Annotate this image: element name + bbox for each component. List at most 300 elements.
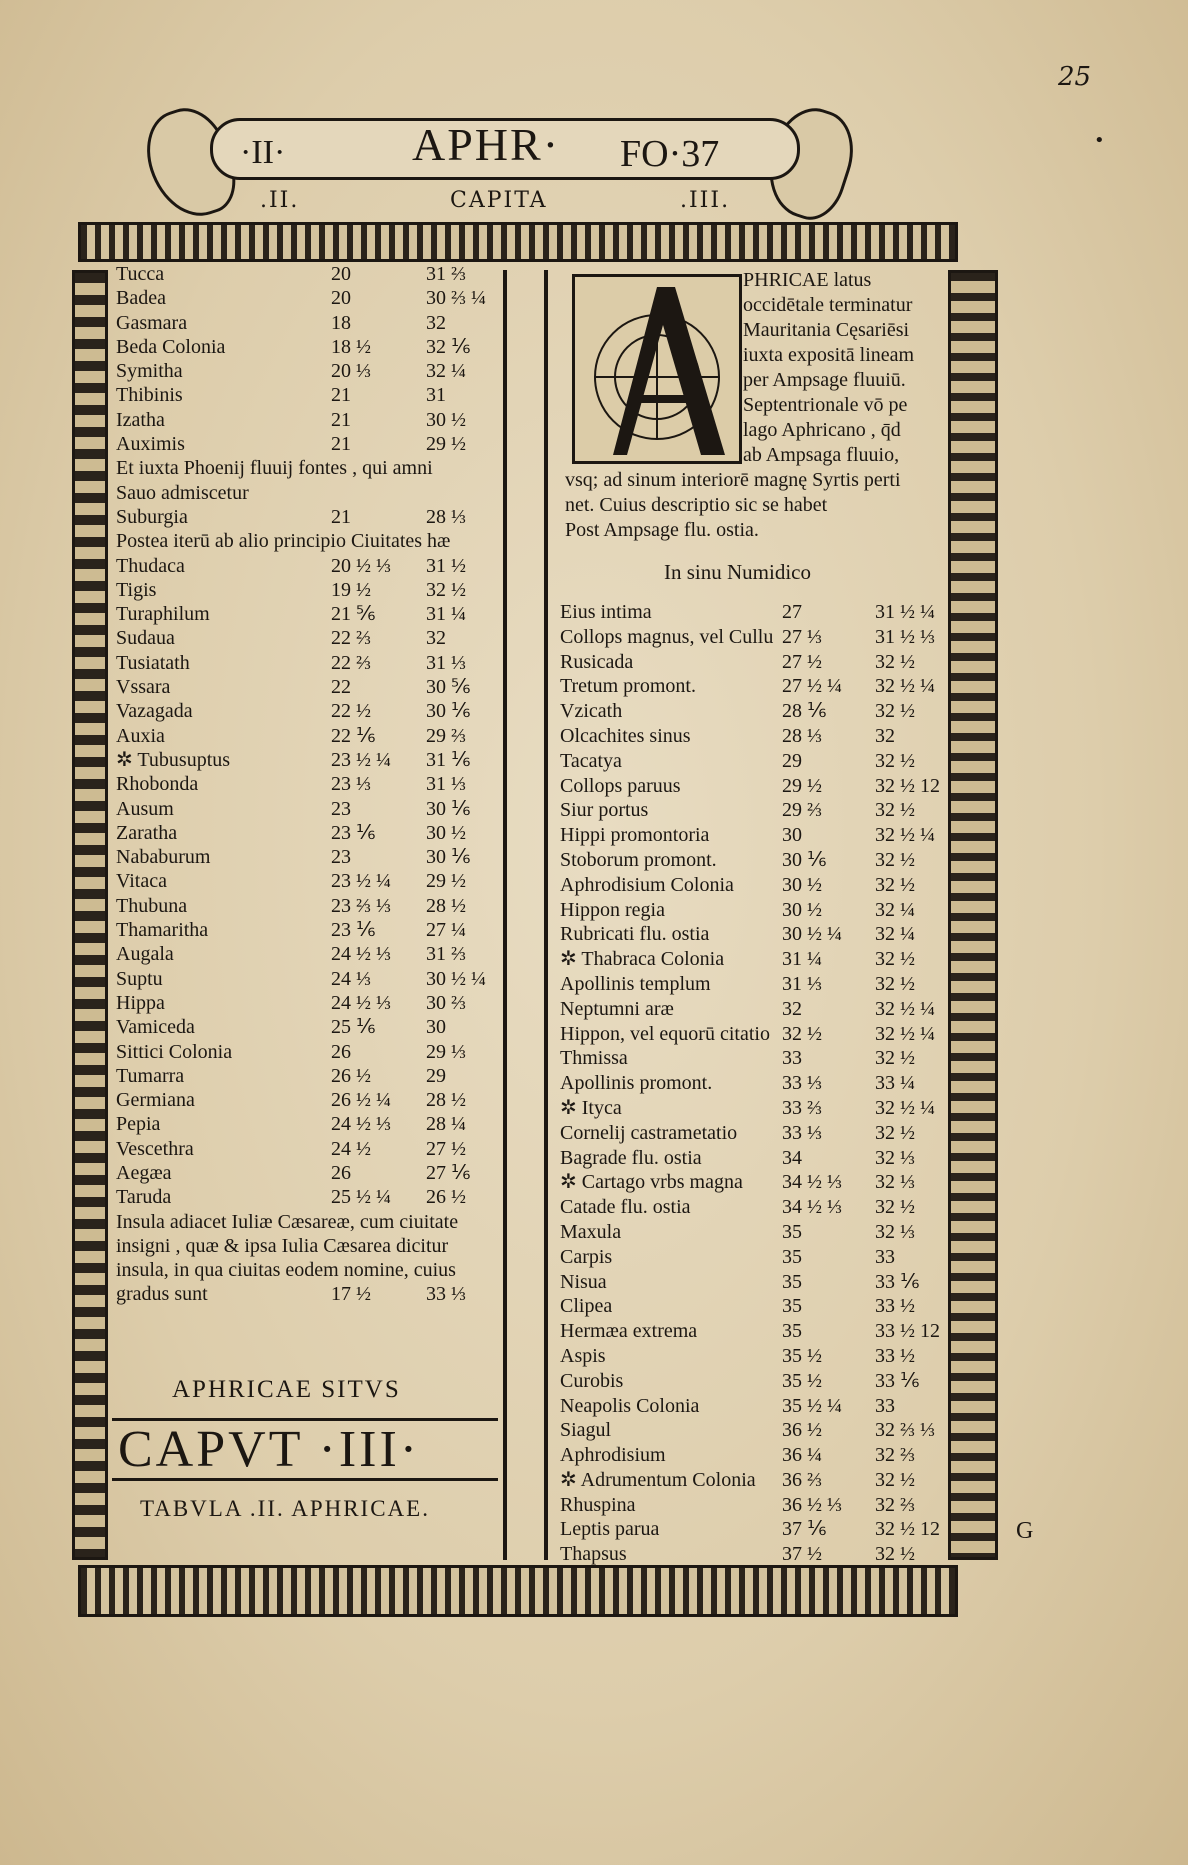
cell-lon: 31 ⅓ [782, 972, 822, 995]
table-row [116, 335, 501, 359]
table-row [116, 1137, 501, 1161]
cell-lat: 32 ½ 12 [875, 1518, 940, 1541]
cell-lat: 32 ⅔ [875, 1493, 915, 1516]
cell-lat: 28 ⅓ [426, 505, 466, 528]
cell-lon: 27 ⅓ [782, 625, 822, 648]
cell-lat: 27 ⅙ [426, 1161, 471, 1184]
cell-lat: 32 ½ 12 [875, 774, 940, 797]
note-row: Et iuxta Phoenij fluuij fontes , qui amni [116, 457, 433, 480]
subheading: In sinu Numidico [664, 560, 811, 584]
cell-name: Turaphilum [116, 603, 210, 626]
cell-name: Sittici Colonia [116, 1040, 233, 1063]
cell-name: Collops magnus, vel Cullu [560, 625, 774, 648]
cell-lon: 34 ½ ⅓ [782, 1196, 842, 1219]
note-row: Insula adiacet Iuliæ Cæsareæ, cum ciuitate [116, 1210, 459, 1233]
cell-lat: 30 ⅔ [426, 991, 466, 1014]
cell-lon: 30 ½ ¼ [782, 923, 842, 946]
table-row [560, 1468, 940, 1493]
cell-lat: 32 ⅔ ⅓ [875, 1419, 935, 1442]
cell-lat: 32 ⅙ [426, 335, 471, 358]
cell-name: Olcachites sinus [560, 724, 691, 747]
table-row [116, 967, 501, 991]
cell-lon: 24 ½ [331, 1137, 371, 1160]
cell-name: Catade flu. ostia [560, 1196, 691, 1219]
cell-lat: 32 ½ [875, 873, 915, 896]
table-row [560, 1344, 940, 1369]
cell-lon: 20 ⅓ [331, 360, 371, 383]
cell-lat: 29 ⅔ [426, 724, 466, 747]
cell-name: Symitha [116, 360, 183, 383]
cell-lon: 20 ½ ⅓ [331, 554, 391, 577]
cell-lon: 26 ½ [331, 1064, 371, 1087]
cell-name: Leptis parua [560, 1518, 660, 1541]
cell-lat: 32 ½ [875, 972, 915, 995]
cell-lat: 32 ½ [875, 799, 915, 822]
banner-sub-left: .II. [260, 188, 300, 213]
cell-lon: 20 [331, 263, 351, 285]
table-row [560, 1542, 940, 1567]
cell-name: Tretum promont. [560, 675, 696, 698]
cell-lon: 23 ½ ¼ [331, 870, 391, 893]
cell-name: Izatha [116, 408, 165, 431]
cell-lat: 29 ½ [426, 870, 466, 893]
intro-paragraph: PHRICAE latus occidētale terminatur Mauritania Cęsariēsi iuxta expositā lineam per Ampsage fluuiū. Septentrionale vō pe lago Aphricano , q̄d ab Ampsaga fluuio, vsq; ad sinum interiorē magnę Syrtis perti net. Cuius descriptio sic se habet Post Ampsage flu. ostia. [565, 269, 915, 541]
banner-sub-right: .III. [680, 188, 731, 213]
chapter-title: CAPVT ·III· [118, 1421, 421, 1478]
cell-name: Hippon regia [560, 898, 665, 921]
cell-name: Eius intima [560, 601, 652, 623]
table-row [560, 997, 940, 1022]
cell-lon: 21 ⅚ [331, 603, 376, 626]
cell-name: Zaratha [116, 821, 178, 844]
cell-lon: 35 [782, 1270, 802, 1293]
cell-lon: 33 ⅓ [782, 1072, 822, 1095]
table-row [560, 1418, 940, 1443]
column-rule [544, 270, 548, 1560]
cell-lon: 29 [782, 749, 802, 772]
cell-lat: 32 ½ ¼ [875, 675, 935, 698]
cell-lon: 36 ½ ⅓ [782, 1493, 842, 1516]
cell-name: Rubricati flu. ostia [560, 923, 710, 946]
table-row [116, 1112, 501, 1136]
cell-name: Curobis [560, 1369, 624, 1392]
cell-name: Beda Colonia [116, 335, 226, 358]
note-row: insigni , quæ & ipsa Iulia Cæsarea dicitur [116, 1234, 449, 1257]
cell-name: Auxia [116, 724, 165, 747]
cell-lat: 32 ⅓ [875, 1171, 915, 1194]
cell-lon: 24 ⅓ [331, 967, 371, 990]
cell-name: Thudaca [116, 554, 185, 577]
divider [112, 1478, 498, 1481]
table-row [116, 505, 501, 529]
cell-lat: 32 ¼ [426, 360, 466, 383]
cell-lon: 20 [331, 287, 351, 310]
table-row [116, 578, 501, 602]
banner-right: FO·37 [620, 133, 720, 175]
table-row [116, 772, 501, 796]
cell-lat: 30 ⅚ [426, 676, 471, 699]
cell-lon: 34 [782, 1146, 802, 1169]
cell-lon: 26 [331, 1040, 351, 1063]
cell-lat: 32 ½ [875, 749, 915, 772]
cell-name: Badea [116, 287, 166, 310]
table-row [116, 991, 501, 1015]
cell-name: Siagul [560, 1419, 612, 1442]
table-row [560, 724, 940, 749]
cell-name: Thibinis [116, 384, 183, 407]
banner-center: APHR· [412, 119, 561, 170]
cell-lon: 28 ⅓ [782, 724, 822, 747]
cell-name: Thamaritha [116, 919, 209, 942]
table-row [116, 1185, 501, 1209]
table-row [116, 699, 501, 723]
cell-lat: 32 ½ [875, 1468, 915, 1491]
table-row [560, 1096, 940, 1121]
cell-name: Hippa [116, 991, 165, 1014]
cell-name: Apollinis templum [560, 972, 711, 995]
note-row: Sauo admiscetur [116, 481, 249, 504]
table-row [560, 947, 940, 972]
table-row [116, 408, 501, 432]
cell-lat: 32 ¼ [875, 923, 915, 946]
cell-name: Tusiatath [116, 651, 190, 674]
table-row [560, 1022, 940, 1047]
table-row [116, 942, 501, 966]
cell-name: Aphrodisium [560, 1444, 666, 1467]
note-row: insula, in qua ciuitas eodem nomine, cuius [116, 1259, 456, 1282]
left-column [116, 262, 501, 1307]
cell-lon: 23 ⅙ [331, 821, 376, 844]
cell-lon: 35 [782, 1220, 802, 1243]
cell-name: Aspis [560, 1344, 606, 1367]
cell-lat: 33 [875, 1245, 895, 1268]
cell-name: Hippi promontoria [560, 824, 710, 847]
cell-name: Vssara [116, 676, 171, 699]
cell-name: Nisua [560, 1270, 607, 1293]
cell-lon: 29 ⅔ [782, 799, 822, 822]
cell-lon: 22 ⅔ [331, 627, 371, 650]
cell-lat: 33 [875, 1394, 895, 1417]
cell-lat: 32 ⅓ [875, 1146, 915, 1169]
table-row [116, 262, 501, 286]
cell-lon: 35 ½ [782, 1369, 822, 1392]
cell-name: ✲ Ityca [560, 1096, 622, 1119]
cell-lon: 34 ½ ⅓ [782, 1171, 842, 1194]
cell-name: ✲ Cartago vrbs magna [560, 1171, 743, 1194]
cell-name: Rhuspina [560, 1493, 636, 1516]
cell-lat: 27 ¼ [426, 919, 466, 942]
signature-mark: G [1016, 1518, 1034, 1544]
cell-lon: 30 ½ [782, 873, 822, 896]
table-row [560, 823, 940, 848]
cell-name: Hippon, vel equorū citatio [560, 1022, 770, 1045]
cell-name: Carpis [560, 1245, 613, 1268]
cell-lat: 30 ⅙ [426, 846, 471, 869]
cell-name: Vescethra [116, 1137, 194, 1160]
cell-lat: 32 ½ [875, 700, 915, 723]
cell-lon: 23 ⅓ [331, 773, 371, 796]
table-row [560, 774, 940, 799]
cell-lat: 33 ¼ [875, 1072, 915, 1095]
cell-lat: 31 ¼ [426, 603, 466, 626]
table-row [560, 972, 940, 997]
cell-lat: 32 ½ ¼ [875, 1022, 935, 1045]
cell-lat: 31 [426, 384, 446, 407]
cell-lon: 18 ½ [331, 335, 371, 358]
cell-lat: 32 ½ [875, 650, 915, 673]
cell-name: Tucca [116, 263, 165, 285]
cell-name: ✲ Tubusuptus [116, 748, 231, 771]
cell-name: Vamiceda [116, 1016, 195, 1039]
cell-lat: 32 ½ [426, 578, 466, 601]
cell-lat: 31 ⅓ [426, 651, 466, 674]
cell-lon: 22 ⅙ [331, 724, 376, 747]
table-row [116, 894, 501, 918]
table-row [116, 432, 501, 456]
cell-lon: 36 ½ [782, 1419, 822, 1442]
table-row [560, 873, 940, 898]
cell-name: Aphrodisium Colonia [560, 873, 734, 896]
cell-lon: 35 ½ ¼ [782, 1394, 842, 1417]
cell-lat: 28 ½ [426, 894, 466, 917]
table-row [560, 798, 940, 823]
cell-lon: 29 ½ [782, 774, 822, 797]
cell-lat: 32 ½ [875, 948, 915, 971]
cell-lat: 30 ½ ¼ [426, 967, 486, 990]
cell-name: Tacatya [560, 749, 622, 772]
cell-lon: 23 [331, 797, 351, 820]
cell-name: Stoborum promont. [560, 848, 717, 871]
cell-lat: 30 ⅙ [426, 700, 471, 723]
section-heading: APHRICAE SITVS [172, 1376, 401, 1403]
cell-lon: 30 ½ [782, 898, 822, 921]
note-row: gradus sunt 17 ½ 33 ⅓ [116, 1283, 466, 1306]
cell-lon: 24 ½ ⅓ [331, 943, 391, 966]
cell-name: Nababurum [116, 846, 211, 869]
table-row [116, 675, 501, 699]
cell-name: Hermæa extrema [560, 1320, 698, 1343]
cell-lon: 33 ⅔ [782, 1096, 822, 1119]
table-row [116, 748, 501, 772]
table-row [560, 1443, 940, 1468]
cell-lon: 35 [782, 1295, 802, 1318]
cell-lat: 32 ½ [875, 1543, 915, 1566]
table-row [560, 1493, 940, 1518]
table-row [560, 699, 940, 724]
table-row [116, 1015, 501, 1039]
cell-lat: 32 ½ [875, 1047, 915, 1070]
cell-name: Rusicada [560, 650, 634, 673]
cell-name: Apollinis promont. [560, 1072, 713, 1095]
cell-lon: 31 ¼ [782, 948, 822, 971]
table-row [116, 359, 501, 383]
table-row [560, 1220, 940, 1245]
cell-name: Suptu [116, 967, 163, 990]
table-row [560, 749, 940, 774]
cell-name: Vazagada [116, 700, 193, 723]
cell-lon: 22 ⅔ [331, 651, 371, 674]
table-row [116, 626, 501, 650]
table-row [560, 848, 940, 873]
table-caption: TABVLA .II. APHRICAE. [140, 1496, 430, 1521]
cell-lon: 30 ⅙ [782, 848, 827, 871]
cell-lat: 32 [875, 724, 895, 747]
table-row [560, 650, 940, 675]
cell-name: Cornelij castrametatio [560, 1121, 738, 1144]
cell-lon: 24 ½ ⅓ [331, 991, 391, 1014]
right-column [560, 600, 940, 1567]
table-row [116, 383, 501, 407]
table-row [116, 1088, 501, 1112]
cell-lat: 30 ⅔ ¼ [426, 287, 486, 310]
cell-lat: 29 ⅓ [426, 1040, 466, 1063]
cell-lon: 33 ⅓ [782, 1121, 822, 1144]
table-row [560, 1517, 940, 1542]
cell-lat: 30 ½ [426, 408, 466, 431]
cell-name: Tumarra [116, 1064, 185, 1087]
table-row [116, 651, 501, 675]
ornament-border-bottom [78, 1565, 958, 1617]
column-rule [503, 270, 507, 1560]
cell-name: Auximis [116, 433, 185, 456]
table-row [560, 1195, 940, 1220]
cell-name: Thubuna [116, 894, 188, 917]
cell-lat: 33 ⅙ [875, 1369, 920, 1392]
table-row [560, 625, 940, 650]
ornament-border-right [948, 270, 998, 1560]
table-row [560, 1270, 940, 1295]
cell-lat: 31 ⅓ [426, 773, 466, 796]
cell-lon: 19 ½ [331, 578, 371, 601]
cell-lon: 24 ½ ⅓ [331, 1113, 391, 1136]
cell-lat: 28 ½ [426, 1089, 466, 1112]
cell-lon: 37 ⅙ [782, 1518, 827, 1541]
cell-lat: 32 ½ [875, 1121, 915, 1144]
cell-lon: 22 [331, 676, 351, 699]
cell-name: Tigis [116, 578, 157, 601]
cell-name: Augala [116, 943, 174, 966]
cell-lat: 31 ½ ⅓ [875, 625, 935, 648]
table-row [560, 1046, 940, 1071]
table-row [116, 311, 501, 335]
page-number: 25 [1058, 62, 1092, 92]
table-row [116, 869, 501, 893]
cell-lon: 35 [782, 1320, 802, 1343]
cell-name: ✲ Thabraca Colonia [560, 948, 725, 971]
cell-lat: 32 [426, 311, 446, 334]
cell-name: Maxula [560, 1220, 622, 1243]
cell-lat: 33 ⅙ [875, 1270, 920, 1293]
table-row [116, 1161, 501, 1185]
cell-lon: 23 ⅔ ⅓ [331, 894, 391, 917]
cell-lat: 27 ½ [426, 1137, 466, 1160]
cell-lat: 32 ⅔ [875, 1444, 915, 1467]
cell-lat: 32 ½ [875, 1196, 915, 1219]
cell-lon: 35 ½ [782, 1344, 822, 1367]
table-row [560, 898, 940, 923]
cell-lat: 33 ½ 12 [875, 1320, 940, 1343]
table-row [116, 821, 501, 845]
cell-lat: 31 ⅙ [426, 748, 471, 771]
table-row [560, 1369, 940, 1394]
cell-name: Neapolis Colonia [560, 1394, 700, 1417]
cell-name: Sudaua [116, 627, 175, 650]
cell-lon: 27 ½ ¼ [782, 675, 842, 698]
cell-name: Germiana [116, 1089, 195, 1112]
table-row [116, 286, 501, 310]
cell-lon: 25 ⅙ [331, 1016, 376, 1039]
cell-lon: 36 ⅔ [782, 1468, 822, 1491]
cell-lat: 32 ½ ¼ [875, 997, 935, 1020]
table-row [116, 918, 501, 942]
table-row [560, 1170, 940, 1195]
table-row [560, 1146, 940, 1171]
cell-lat: 31 ½ [426, 554, 466, 577]
note-row: Postea iterū ab alio principio Ciuitates hæ [116, 530, 451, 553]
table-row [116, 1040, 501, 1064]
cell-lon: 23 ½ ¼ [331, 748, 391, 771]
cell-lat: 29 [426, 1064, 446, 1087]
cell-name: Ausum [116, 797, 174, 820]
cell-name: Pepia [116, 1113, 161, 1136]
cell-lon: 22 ½ [331, 700, 371, 723]
cell-lat: 32 ½ ¼ [875, 824, 935, 847]
cell-lon: 37 ½ [782, 1543, 822, 1566]
table-row [560, 600, 940, 625]
cell-name: Gasmara [116, 311, 188, 334]
table-row [560, 922, 940, 947]
header-banner [150, 108, 850, 218]
cell-lon: 21 [331, 408, 351, 431]
cell-lon: 32 [782, 997, 802, 1020]
table-row [116, 797, 501, 821]
cell-name: Vitaca [116, 870, 167, 893]
cell-name: Clipea [560, 1295, 613, 1318]
cell-lat: 30 [426, 1016, 446, 1039]
table-row [560, 1319, 940, 1344]
cell-lon: 26 ½ ¼ [331, 1089, 391, 1112]
table-row [116, 724, 501, 748]
cell-name: Siur portus [560, 799, 649, 822]
cell-name: Thapsus [560, 1543, 627, 1566]
cell-lon: 23 ⅙ [331, 919, 376, 942]
cell-name: Taruda [116, 1186, 172, 1209]
cell-name: Vzicath [560, 700, 623, 723]
cell-lat: 28 ¼ [426, 1113, 466, 1136]
cell-lat: 31 ½ ¼ [875, 601, 935, 623]
cell-lon: 23 [331, 846, 351, 869]
cell-lat: 31 ⅔ [426, 943, 466, 966]
cell-lon: 21 [331, 433, 351, 456]
table-row [560, 1294, 940, 1319]
cell-lon: 32 ½ [782, 1022, 822, 1045]
banner-sub-center: CAPITA [450, 188, 548, 213]
table-row [560, 1121, 940, 1146]
cell-lat: 32 ½ [875, 848, 915, 871]
cell-lat: 30 ½ [426, 821, 466, 844]
cell-lat: 33 ½ [875, 1344, 915, 1367]
cell-lon: 33 [782, 1047, 802, 1070]
table-row [116, 602, 501, 626]
cell-lat: 31 ⅔ [426, 263, 466, 285]
cell-lon: 27 [782, 601, 802, 623]
stray-mark: • [1094, 130, 1105, 151]
cell-lat: 32 ½ ¼ [875, 1096, 935, 1119]
cell-name: Thmissa [560, 1047, 628, 1070]
cell-lat: 26 ½ [426, 1186, 466, 1209]
cell-lon: 26 [331, 1161, 351, 1184]
cell-name: Aegæa [116, 1161, 172, 1184]
